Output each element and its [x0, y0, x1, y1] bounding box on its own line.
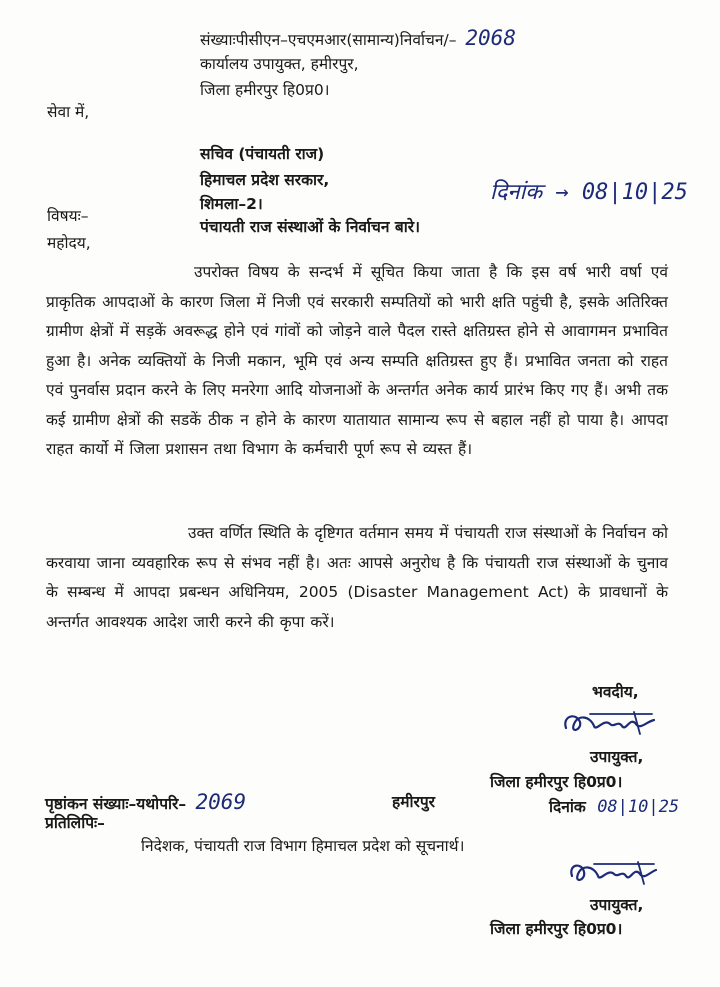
reference-text: संख्याःपीसीएन–एचएमआर(सामान्य)निर्वाचन/–: [200, 31, 457, 49]
closing-district: जिला हमीरपुर हि0प्र0।: [490, 773, 623, 791]
addressee-line1: सचिव (पंचायती राज): [200, 145, 325, 163]
endorsement-district: जिला हमीरपुर हि0प्र0।: [490, 920, 623, 938]
addressee-line2: हिमाचल प्रदेश सरकार,: [200, 171, 330, 189]
signature-1: [560, 706, 660, 740]
subject-text: पंचायती राज संस्थाओं के निर्वाचन बारे।: [200, 218, 420, 236]
endorsement-date: [549, 796, 679, 818]
body-paragraph-1-text: उपरोक्त विषय के सन्दर्भ में सूचित किया जाता है कि इस वर्ष भारी वर्षा एवं प्राकृतिक आपदाओं के कारण जिला में निजी एवं सरकारी सम्पतियों को भारी क्षति पहुंची है, इसके अतिरिक्त ग्रामीण क्षेत्रों में सड़कें अवरूद्ध होने एवं गांवों को जोड़ने वाले पैदल रास्ते क्षतिग्रस्त होने से आवागमन प्रभावित हुआ है। अनेक व्यक्तियों के निजी मकान, भूमि एवं अन्य सम्पति क्षतिग्रस्त हुए हैं। प्रभावित जनता को राहत एवं पुनर्वास प्रदान करने के लिए मनरेगा आदि योजनाओं के अन्तर्गत अनेक कार्य प्रारंभ किए गए हैं। अभी तक कई ग्रामीण क्षेत्रों की सडकें ठीक न होने के कारण यातायात सामान्य रूप से बहाल नहीं हो पाया है। आपदा राहत कार्यो में जिला प्रशासन तथा विभाग के कर्मचारी पूर्ण रूप से व्यस्त हैं।: [46, 263, 668, 458]
district-line: जिला हमीरपुर हि0प्र0।: [200, 81, 330, 99]
subject-label: विषयः–: [47, 207, 89, 225]
body-paragraph-2-text: उक्त वर्णित स्थिति के दृष्टिगत वर्तमान समय में पंचायती राज संस्थाओं के निर्वाचन को करवाया जाना व्यवहारिक रूप से संभव नहीं है। अतः आपसे अनुरोध है कि पंचायती राज संस्थाओं के चुनाव के सम्बन्ध में आपदा प्रबन्धन अधिनियम, 2005 (Disaster Management Act) के प्रावधानों के अन्तर्गत आवश्यक आदेश जारी करने की कृपा करें।: [46, 524, 668, 631]
endorsement-ref-number-handwritten: 2069: [195, 790, 247, 814]
reference-line: [200, 27, 516, 51]
salutation-to: सेवा में,: [47, 103, 90, 121]
date-handwritten: दिनांक → 08|10|25: [490, 180, 688, 205]
closing-yours: भवदीय,: [592, 683, 639, 701]
reference-number-handwritten: 2068: [465, 26, 516, 50]
endorsement-designation: उपायुक्त,: [590, 896, 644, 914]
office-line: कार्यालय उपायुक्त, हमीरपुर,: [200, 55, 359, 73]
addressee-line3: शिमला–2।: [200, 195, 263, 213]
signature-2: [566, 856, 662, 890]
copy-text: निदेशक, पंचायती राज विभाग हिमाचल प्रदेश को सूचनार्थ।: [141, 837, 465, 855]
closing-designation: उपायुक्त,: [590, 748, 644, 766]
copy-label: प्रतिलिपिः–: [45, 814, 105, 832]
endorsement-date-label: दिनांक: [549, 798, 586, 816]
body-paragraph-2: [46, 519, 668, 637]
endorsement-date-handwritten: 08|10|25: [597, 797, 680, 817]
endorsement-ref-label: पृष्ठांकन संख्याः–यथोपरि–: [45, 795, 187, 813]
greeting: महोदय,: [47, 234, 91, 252]
body-paragraph-1: [46, 258, 668, 465]
endorsement-place: हमीरपुर: [392, 793, 435, 811]
